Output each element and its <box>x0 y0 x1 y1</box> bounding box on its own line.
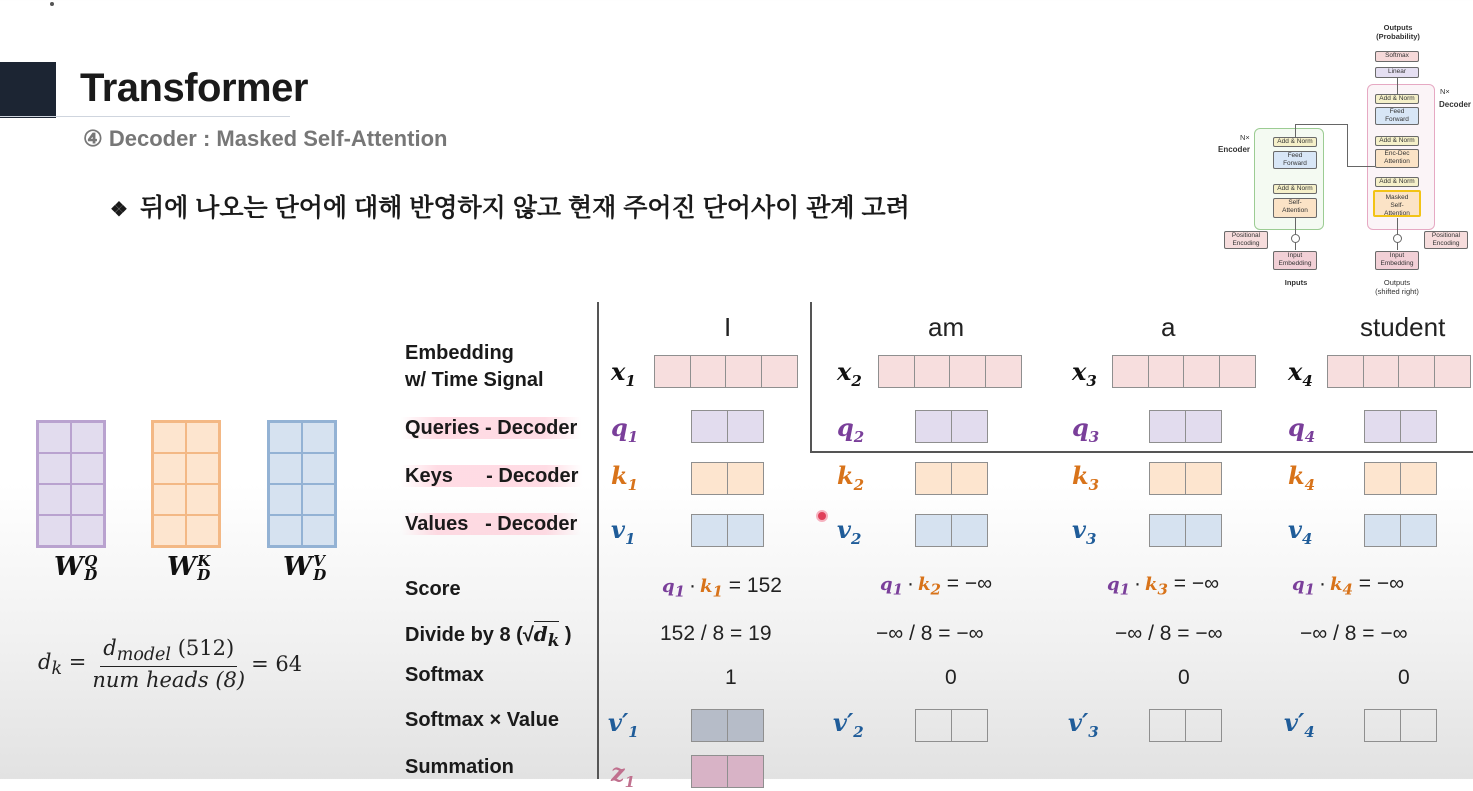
mini-input-embedding: Input Embedding <box>1273 251 1317 270</box>
v4-vector <box>1364 514 1435 547</box>
x4-label: $x_4$ <box>1288 357 1313 390</box>
bullet-text: 뒤에 나오는 단어에 대해 반영하지 않고 현재 주어진 단어사이 관계 고려 <box>139 194 910 222</box>
k4-label: $k_4$ <box>1288 461 1316 494</box>
score-1: $q_1 \cdot k_1 = 152$ <box>662 574 782 601</box>
k1-label: $k_1$ <box>611 461 639 494</box>
z1-vector <box>691 755 762 788</box>
column-divider <box>597 302 599 779</box>
mini-masked-self-attention: Masked Self- Attention <box>1373 190 1421 217</box>
mini-encoder-label: Encoder <box>1218 145 1251 154</box>
row-label-score: Score <box>405 578 461 600</box>
mask-border-horizontal <box>810 451 1473 453</box>
x3-embedding <box>1112 355 1254 388</box>
mini-dec-addnorm-1: Add & Norm <box>1375 177 1419 187</box>
mini-enc-addnorm-1: Add & Norm <box>1273 184 1317 194</box>
title-underline <box>0 116 290 117</box>
q4-label: $q_4$ <box>1288 413 1316 446</box>
title-accent-block <box>0 62 56 118</box>
wq-label: WQ D <box>54 552 98 584</box>
v1-vector <box>691 514 762 547</box>
mini-dec-addnorm-3: Add & Norm <box>1375 94 1419 104</box>
page-title: Transformer <box>80 66 308 110</box>
score-4: $q_1 \cdot k_4$ = −∞ <box>1292 572 1405 599</box>
x3-label: $x_3$ <box>1072 357 1097 390</box>
mini-outputs-label: Outputs (shifted right) <box>1375 278 1419 296</box>
pointer-cursor <box>816 510 828 522</box>
bullet-diamond-icon: ❖ <box>110 199 128 221</box>
row-label-values: Values - Decoder <box>405 513 581 536</box>
divide-2: −∞ / 8 = −∞ <box>876 622 984 645</box>
mini-enc-out-line-v <box>1347 124 1348 166</box>
mini-enc-dec-attention: Enc-Dec Attention <box>1375 149 1419 168</box>
word-2: am <box>928 312 965 342</box>
q1-label: $q_1$ <box>611 413 639 446</box>
mini-enc-top-connector <box>1295 124 1296 137</box>
wk-label: WK D <box>167 552 211 584</box>
k3-label: $k_3$ <box>1072 461 1100 494</box>
q4-vector <box>1364 410 1435 443</box>
mini-dec-top-connector <box>1397 78 1398 94</box>
wv-matrix <box>267 420 337 548</box>
mini-dec-add-icon <box>1393 234 1402 243</box>
mini-nx-left: N× <box>1240 133 1250 142</box>
mask-border-vertical <box>810 302 812 452</box>
v-prime-3-vector <box>1149 709 1220 742</box>
wk-matrix <box>151 420 221 548</box>
v2-label: $v_2$ <box>837 515 862 548</box>
v-prime-1-label: $v'_1$ <box>608 708 639 741</box>
v2-vector <box>915 514 986 547</box>
row-label-summation: Summation <box>405 756 514 778</box>
mini-linear-box: Linear <box>1375 67 1419 78</box>
q3-label: $q_3$ <box>1072 413 1100 446</box>
bullet-point <box>110 188 910 224</box>
row-label-keys: Keys - Decoder <box>405 465 582 488</box>
mini-dec-positional-encoding: Positional Encoding <box>1424 231 1468 249</box>
k2-vector <box>915 462 986 495</box>
mini-enc-dec-link <box>1347 166 1375 167</box>
x2-label: $x_2$ <box>837 357 862 390</box>
mini-enc-add-icon <box>1291 234 1300 243</box>
score-2: $q_1 \cdot k_2$ = −∞ <box>880 572 993 599</box>
softmax-4: 0 <box>1398 666 1410 689</box>
v-prime-3-label: $v'_3$ <box>1068 708 1099 741</box>
softmax-1: 1 <box>725 666 737 689</box>
row-label-softmax: Softmax <box>405 664 484 686</box>
x4-embedding <box>1327 355 1469 388</box>
mini-enc-positional-encoding: Positional Encoding <box>1224 231 1268 249</box>
mini-dec-ffn: Feed Forward <box>1375 107 1419 125</box>
x2-embedding <box>878 355 1020 388</box>
divide-3: −∞ / 8 = −∞ <box>1115 622 1223 645</box>
mini-softmax-box: Softmax <box>1375 51 1419 62</box>
v1-label: $v_1$ <box>611 515 636 548</box>
q1-vector <box>691 410 762 443</box>
row-label-queries: Queries - Decoder <box>405 417 581 440</box>
v-prime-1-vector <box>691 709 762 742</box>
q3-vector <box>1149 410 1220 443</box>
k2-label: $k_2$ <box>837 461 865 494</box>
wq-matrix <box>36 420 106 548</box>
row-label-embedding: Embedding w/ Time Signal <box>405 342 544 391</box>
dk-formula: $d_k$ = $\frac{d_{model} (512)}{\text{num heads (8)}}$ = 64 <box>38 636 303 693</box>
mini-enc-self-attention: Self- Attention <box>1273 198 1317 218</box>
v-prime-4-vector <box>1364 709 1435 742</box>
v3-vector <box>1149 514 1220 547</box>
score-3: $q_1 \cdot k_3$ = −∞ <box>1107 572 1220 599</box>
softmax-3: 0 <box>1178 666 1190 689</box>
q2-label: $q_2$ <box>837 413 865 446</box>
mini-outputs-title: Outputs (Probability) <box>1376 23 1420 41</box>
k3-vector <box>1149 462 1220 495</box>
softmax-2: 0 <box>945 666 957 689</box>
mini-enc-ffn: Feed Forward <box>1273 151 1317 169</box>
transformer-architecture-diagram <box>1210 20 1473 305</box>
q2-vector <box>915 410 986 443</box>
word-3: a <box>1161 312 1176 342</box>
mini-inputs-label: Inputs <box>1284 278 1308 287</box>
word-1: I <box>724 312 732 342</box>
mini-enc-addnorm-2: Add & Norm <box>1273 137 1317 147</box>
mini-enc-out-line <box>1295 124 1347 125</box>
divide-1: 152 / 8 = 19 <box>660 622 772 645</box>
v-prime-2-label: $v'_2$ <box>833 708 864 741</box>
x1-embedding <box>654 355 796 388</box>
x1-label: $x_1$ <box>611 357 636 390</box>
mini-decoder-label: Decoder <box>1439 100 1472 109</box>
k1-vector <box>691 462 762 495</box>
k4-vector <box>1364 462 1435 495</box>
v-prime-2-vector <box>915 709 986 742</box>
row-label-softmax-value: Softmax × Value <box>405 709 559 731</box>
v3-label: $v_3$ <box>1072 515 1097 548</box>
mini-nx-right: N× <box>1440 87 1450 96</box>
slide-dot <box>50 2 54 6</box>
word-4: student <box>1360 312 1446 342</box>
mini-output-embedding: Input Embedding <box>1375 251 1419 270</box>
row-label-divide: Divide by 8 ($√d_k$ ) <box>405 622 572 650</box>
page-subtitle: ④ Decoder : Masked Self-Attention <box>83 126 448 151</box>
divide-4: −∞ / 8 = −∞ <box>1300 622 1408 645</box>
z1-label: $z_1$ <box>611 758 636 791</box>
wv-label: WV D <box>283 552 327 584</box>
mini-dec-addnorm-2: Add & Norm <box>1375 136 1419 146</box>
v-prime-4-label: $v'_4$ <box>1284 708 1315 741</box>
v4-label: $v_4$ <box>1288 515 1313 548</box>
